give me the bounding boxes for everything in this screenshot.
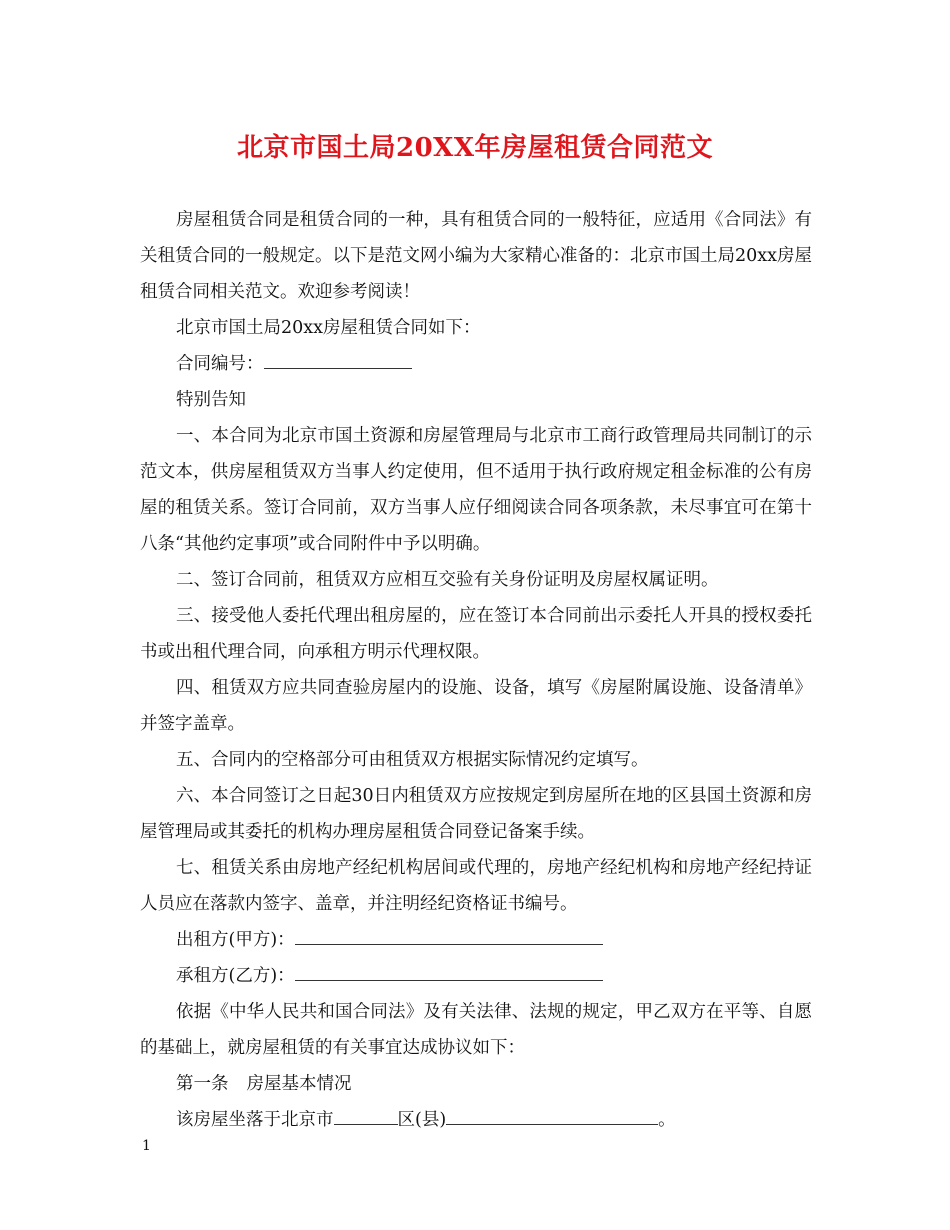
notice-item-6: 六、本合同签订之日起30日内租赁双方应按规定到房屋所在地的区县国土资源和房屋管理局或其委托的机构办理房屋租赁合同登记备案手续。 <box>140 786 812 842</box>
notice-item-4: 四、租赁双方应共同查验房屋内的设施、设备，填写《房屋附属设施、设备清单》并签字盖章。 <box>140 678 812 734</box>
notice-item-7: 七、租赁关系由房地产经纪机构居间或代理的，房地产经纪机构和房地产经纪持证人员应在落款内签字、盖章，并注明经纪资格证书编号。 <box>140 858 812 914</box>
document-body <box>140 202 812 1138</box>
district-blank <box>446 1104 658 1125</box>
notice-item-5: 五、合同内的空格部分可由租赁双方根据实际情况约定填写。 <box>176 750 649 770</box>
lessor-blank <box>295 924 603 945</box>
agreement-paragraph: 依据《中华人民共和国合同法》及有关法律、法规的规定，甲乙双方在平等、自愿的基础上，就房屋租赁的有关事宜达成协议如下： <box>140 1002 812 1058</box>
location-end: 。 <box>658 1110 676 1130</box>
location-district-label: 区(县) <box>397 1110 447 1130</box>
notice-heading: 特别告知 <box>176 390 246 410</box>
lessor-label: 出租方(甲方)： <box>176 930 295 950</box>
contract-number-line <box>140 346 812 382</box>
lessor-line <box>140 922 812 958</box>
contract-number-label: 合同编号： <box>176 354 264 374</box>
article-1-number: 第一条 <box>176 1074 229 1094</box>
lead-paragraph: 北京市国土局20xx房屋租赁合同如下： <box>176 318 481 338</box>
contract-number-blank <box>264 348 412 369</box>
lessee-blank <box>295 960 603 981</box>
page-number: 1 <box>142 1138 151 1154</box>
article-1-title: 房屋基本情况 <box>246 1074 352 1094</box>
document-title: 北京市国土局20XX年房屋租赁合同范文 <box>236 133 714 163</box>
notice-item-2: 二、签订合同前，租赁双方应相互交验有关身份证明及房屋权属证明。 <box>176 570 719 590</box>
lessee-label: 承租方(乙方)： <box>176 966 295 986</box>
article-1-heading <box>140 1066 812 1102</box>
location-prefix: 该房屋坐落于北京市 <box>176 1110 334 1130</box>
city-blank <box>334 1104 398 1125</box>
notice-item-1: 一、本合同为北京市国土资源和房屋管理局与北京市工商行政管理局共同制订的示范文本，供房屋租赁双方当事人约定使用，但不适用于执行政府规定租金标准的公有房屋的租赁关系。签订合同前，双方当事人应仔细阅读合同各项条款，未尽事宜可在第十八条“其他约定事项”或合同附件中予以明确。 <box>140 426 812 554</box>
intro-paragraph: 房屋租赁合同是租赁合同的一种，具有租赁合同的一般特征，应适用《合同法》有关租赁合同的一般规定。以下是范文网小编为大家精心准备的：北京市国土局20xx房屋租赁合同相关范文。欢迎参考阅读！ <box>140 210 813 302</box>
lessee-line <box>140 958 812 994</box>
location-line <box>140 1102 812 1138</box>
notice-item-3: 三、接受他人委托代理出租房屋的，应在签订本合同前出示委托人开具的授权委托书或出租代理合同，向承租方明示代理权限。 <box>140 606 812 662</box>
